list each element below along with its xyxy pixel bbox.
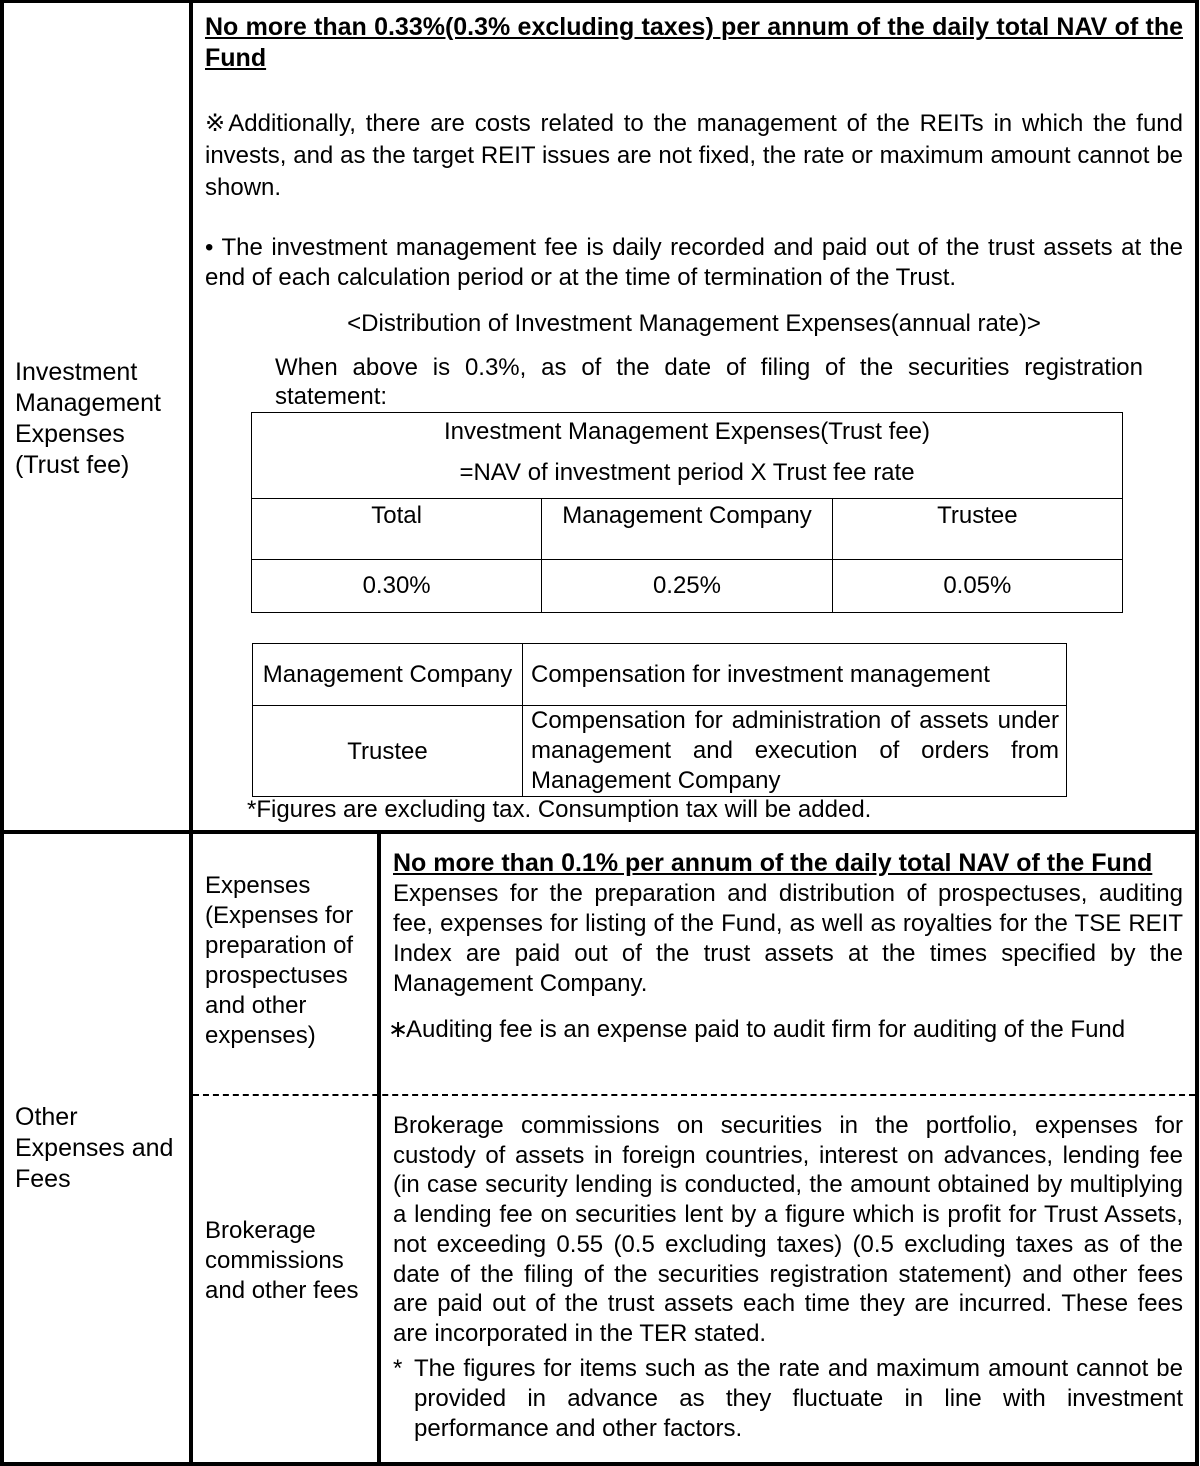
formula-line-1: Investment Management Expenses(Trust fee) bbox=[444, 418, 930, 445]
expenses-headline: No more than 0.1% per annum of the daily total NAV of the Fund bbox=[393, 849, 1153, 877]
expenses-note-mark: ∗ bbox=[388, 1016, 409, 1043]
rate-value-total: 0.30% bbox=[252, 560, 542, 613]
expenses-body: Expenses for the preparation and distribution of prospectuses, auditing fee, expenses for listing of the Fund, as well as royalties for the TSE REIT Index are paid out of the trust assets at the times specified by the Management Company. bbox=[393, 880, 1183, 997]
role-table bbox=[252, 643, 1067, 797]
distribution-title: <Distribution of Investment Management Expenses(annual rate)> bbox=[347, 310, 1041, 337]
formula-box bbox=[251, 412, 1123, 499]
role-description-trustee: Compensation for administration of assets under management and execution of orders from Management Company bbox=[523, 706, 1067, 797]
table-row bbox=[252, 560, 1123, 613]
label-column-divider bbox=[189, 0, 193, 1466]
section1-headline: No more than 0.33%(0.3% excluding taxes) per annum of the daily total NAV of the Fund bbox=[205, 13, 1183, 72]
section1-bullet: • The investment management fee is daily recorded and paid out of the trust assets at the end of each calculation period or at the time of termination of the Trust. bbox=[205, 234, 1183, 291]
when-above-text: When above is 0.3%, as of the date of filing of the securities registration statement: bbox=[275, 354, 1143, 410]
outer-border-left bbox=[0, 0, 4, 1466]
brokerage-label: Brokerage commissions and other fees bbox=[205, 1217, 359, 1304]
rate-value-management: 0.25% bbox=[542, 560, 832, 613]
section1-label: Investment Management Expenses (Trust fee) bbox=[15, 358, 161, 479]
section-divider bbox=[0, 830, 1199, 834]
role-party-trustee: Trustee bbox=[253, 706, 523, 797]
brokerage-note-mark: * bbox=[393, 1355, 403, 1382]
section1-footnote: *Figures are excluding tax. Consumption tax will be added. bbox=[247, 796, 872, 823]
expenses-label: Expenses (Expenses for preparation of prospectuses and other expenses) bbox=[205, 872, 354, 1049]
table-row bbox=[253, 706, 1067, 797]
rate-table bbox=[251, 498, 1123, 613]
outer-border-right bbox=[1195, 0, 1199, 1466]
outer-border-top bbox=[0, 0, 1199, 3]
section2-label: Other Expenses and Fees bbox=[15, 1103, 174, 1193]
role-description-management: Compensation for investment management bbox=[523, 644, 1067, 706]
sublabel-column-divider bbox=[377, 834, 381, 1466]
brokerage-body: Brokerage commissions on securities in the portfolio, expenses for custody of assets in foreign countries, interest on advances, lending fee (in case security lending is conducted, the amount obtained by multiplying a lending fee on securities lent by a figure which is profit for Trust Assets, not exceeding 0.55 (0.5 excluding taxes) (0.5 excluding taxes as of the date of the filing of the securities registration statement) and other fees are paid out of the trust assets each time they are incurred. These fees are incorporated in the TER stated. bbox=[393, 1112, 1183, 1347]
role-party-management: Management Company bbox=[253, 644, 523, 706]
outer-border-bottom bbox=[0, 1462, 1199, 1466]
rate-header-trustee: Trustee bbox=[832, 499, 1122, 560]
table-row bbox=[252, 499, 1123, 560]
expenses-note: Auditing fee is an expense paid to audit firm for auditing of the Fund bbox=[406, 1016, 1126, 1043]
rate-value-trustee: 0.05% bbox=[832, 560, 1122, 613]
section1-reit-note: ※Additionally, there are costs related to the management of the REITs in which the fund invests, and as the target REIT issues are not fixed, the rate or maximum amount cannot be shown. bbox=[205, 110, 1183, 201]
rate-header-management: Management Company bbox=[542, 499, 832, 560]
brokerage-note: The figures for items such as the rate and maximum amount cannot be provided in advance as they fluctuate in line with investment performance and other factors. bbox=[414, 1355, 1183, 1442]
table-row bbox=[253, 644, 1067, 706]
row-dashed-divider bbox=[193, 1094, 1195, 1096]
formula-line-2: =NAV of investment period X Trust fee rate bbox=[459, 459, 915, 486]
rate-header-total: Total bbox=[252, 499, 542, 560]
